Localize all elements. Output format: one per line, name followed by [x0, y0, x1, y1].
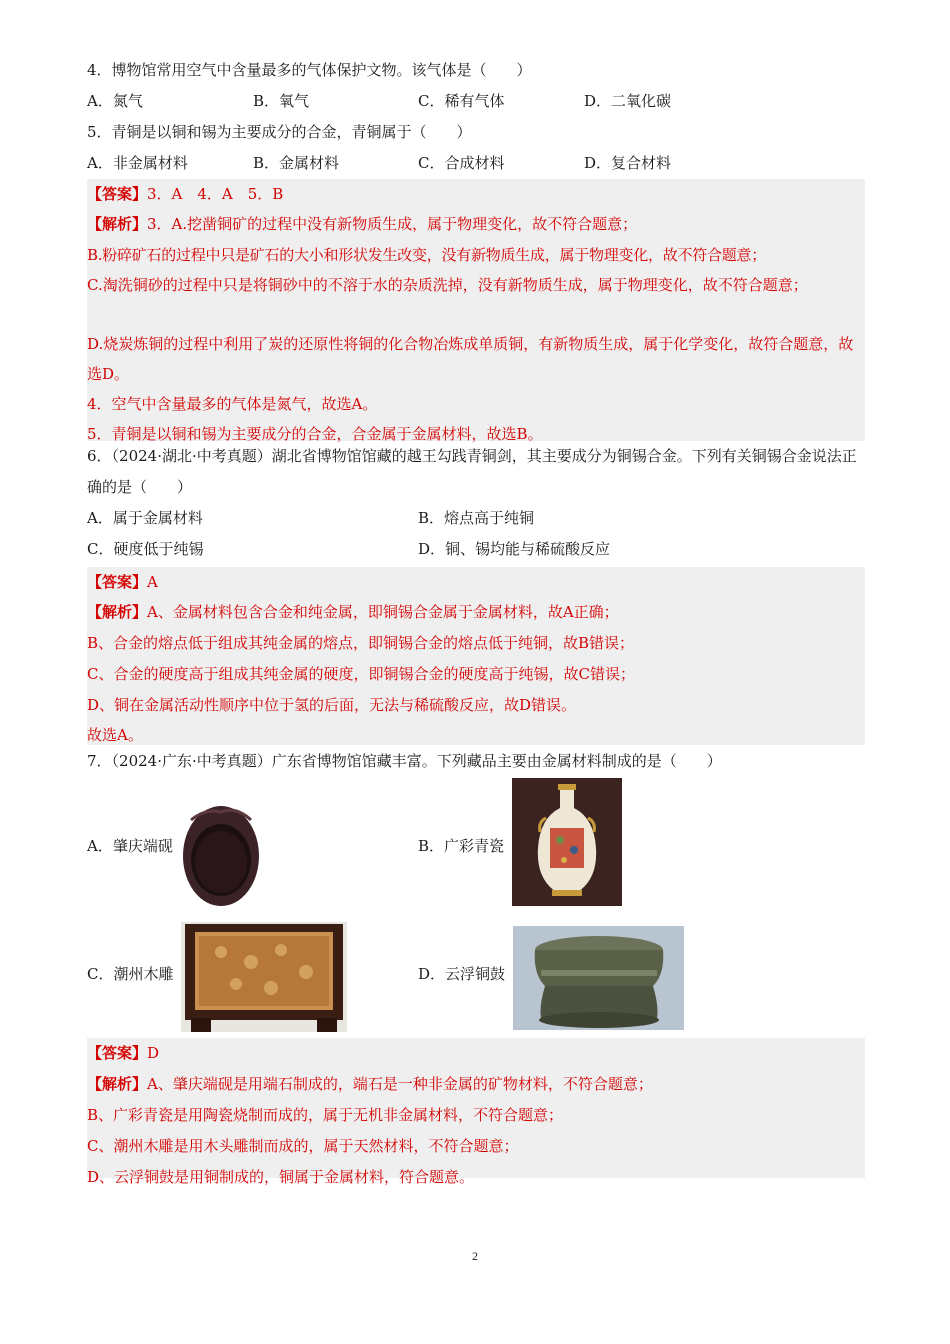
answer-line: [87, 567, 865, 597]
page-content: [87, 55, 865, 1186]
analysis-text: C、潮州木雕是用木头雕制而成的，属于天然材料，不符合题意；: [87, 1137, 519, 1155]
inkstone-image: [181, 798, 261, 908]
analysis-text: D、云浮铜鼓是用铜制成的，铜属于金属材料，符合题意。: [87, 1168, 475, 1186]
analysis-tag: 【解析】: [87, 215, 148, 233]
answer-block-7: [87, 1038, 865, 1186]
analysis-text: D.烧炭炼铜的过程中利用了炭的还原性将铜的化合物冶炼成单质铜，有新物质生成，属于化学变化，故符合题意，故选D。: [87, 335, 854, 383]
answer-value: D: [147, 1044, 160, 1062]
option-b: B．氧气: [253, 92, 310, 110]
analysis-text: B、广彩青瓷是用陶瓷烧制而成的，属于无机非金属材料，不符合题意；: [87, 1106, 564, 1124]
analysis-tag: 【解析】: [87, 1075, 148, 1093]
answer-line: [87, 1038, 865, 1069]
question-6-stem: 6．（2024·湖北·中考真题）湖北省博物馆馆藏的越王勾践青铜剑，其主要成分为铜锡合金。下列有关铜锡合金说法正确的是（ ）: [87, 447, 857, 496]
option-d: D．二氧化碳: [584, 92, 672, 110]
analysis-text: C.淘洗铜砂的过程中只是将铜砂中的不溶于水的杂质洗掉，没有新物质生成，属于物理变化，故不符合题意；: [87, 276, 808, 294]
question-4-stem: 4．博物馆常用空气中含量最多的气体保护文物。该气体是（ ）: [87, 61, 532, 79]
option-d: D．复合材料: [584, 154, 672, 172]
analysis-tag: 【解析】: [87, 603, 148, 621]
option-d: D．铜、锡均能与稀硫酸反应: [418, 540, 611, 558]
answer-tag: 【答案】: [87, 1044, 148, 1062]
analysis-line: [87, 597, 865, 628]
option-a: A．非金属材料: [87, 154, 188, 172]
option-c: C．潮州木雕: [87, 965, 174, 983]
analysis-text: 3．A.挖凿铜矿的过程中没有新物质生成，属于物理变化，故不符合题意；: [147, 215, 638, 233]
bronze-drum-image: [513, 926, 684, 1030]
option-a: A．属于金属材料: [87, 509, 203, 527]
question-6-options-row1: [87, 503, 865, 534]
option-a: A．肇庆端砚: [87, 837, 173, 855]
question-5-stem: 5．青铜是以铜和锡为主要成分的合金，青铜属于（ ）: [87, 123, 472, 141]
analysis-text: 5．青铜是以铜和锡为主要成分的合金，合金属于金属材料，故选B。: [87, 425, 543, 443]
option-b: B．金属材料: [253, 154, 340, 172]
answer-value: A: [147, 573, 158, 591]
option-c: C．稀有气体: [418, 92, 505, 110]
analysis-text: A、肇庆端砚是用端石制成的，端石是一种非金属的矿物材料，不符合题意；: [147, 1075, 653, 1093]
answer-tag: 【答案】: [87, 185, 148, 203]
answer-block-3-5: [87, 179, 865, 441]
answer-value: 3．A 4．A 5．B: [147, 185, 284, 203]
option-c: C．硬度低于纯锡: [87, 540, 204, 558]
porcelain-vase-image: [512, 778, 622, 906]
page-number: 2: [472, 1249, 478, 1263]
wood-carving-image: [181, 922, 347, 1032]
analysis-line: [87, 210, 865, 239]
option-b: B．广彩青瓷: [418, 837, 505, 855]
analysis-text: A、金属材料包含合金和纯金属，即铜锡合金属于金属材料，故A正确；: [147, 603, 619, 621]
analysis-text: B、合金的熔点低于组成其纯金属的熔点，即铜锡合金的熔点低于纯铜，故B错误；: [87, 634, 635, 652]
analysis-text: B.粉碎矿石的过程中只是矿石的大小和形状发生改变，没有新物质生成，属于物理变化，故不符合题意；: [87, 246, 767, 264]
answer-block-6: [87, 567, 865, 745]
option-a: A．氮气: [87, 92, 143, 110]
option-d: D．云浮铜鼓: [418, 965, 506, 983]
question-7-options-row1: [87, 778, 865, 920]
question-7-stem: 7．（2024·广东·中考真题）广东省博物馆馆藏丰富。下列藏品主要由金属材料制成的是（ ）: [87, 752, 722, 770]
answer-line: [87, 179, 865, 210]
option-c: C．合成材料: [418, 154, 505, 172]
analysis-line: [87, 1069, 865, 1100]
question-7-options-row2: [87, 920, 865, 1038]
analysis-text: 故选A。: [87, 726, 143, 744]
answer-tag: 【答案】: [87, 573, 148, 591]
analysis-text: 4．空气中含量最多的气体是氮气，故选A。: [87, 395, 378, 413]
analysis-text: C、合金的硬度高于组成其纯金属的硬度，即铜锡合金的硬度高于纯锡，故C错误；: [87, 665, 635, 683]
question-6-options-row2: [87, 534, 865, 565]
question-5-options: [87, 148, 865, 179]
question-4-options: [87, 86, 865, 117]
option-b: B．熔点高于纯铜: [418, 509, 535, 527]
analysis-text: D、铜在金属活动性顺序中位于氢的后面，无法与稀硫酸反应，故D错误。: [87, 696, 577, 714]
